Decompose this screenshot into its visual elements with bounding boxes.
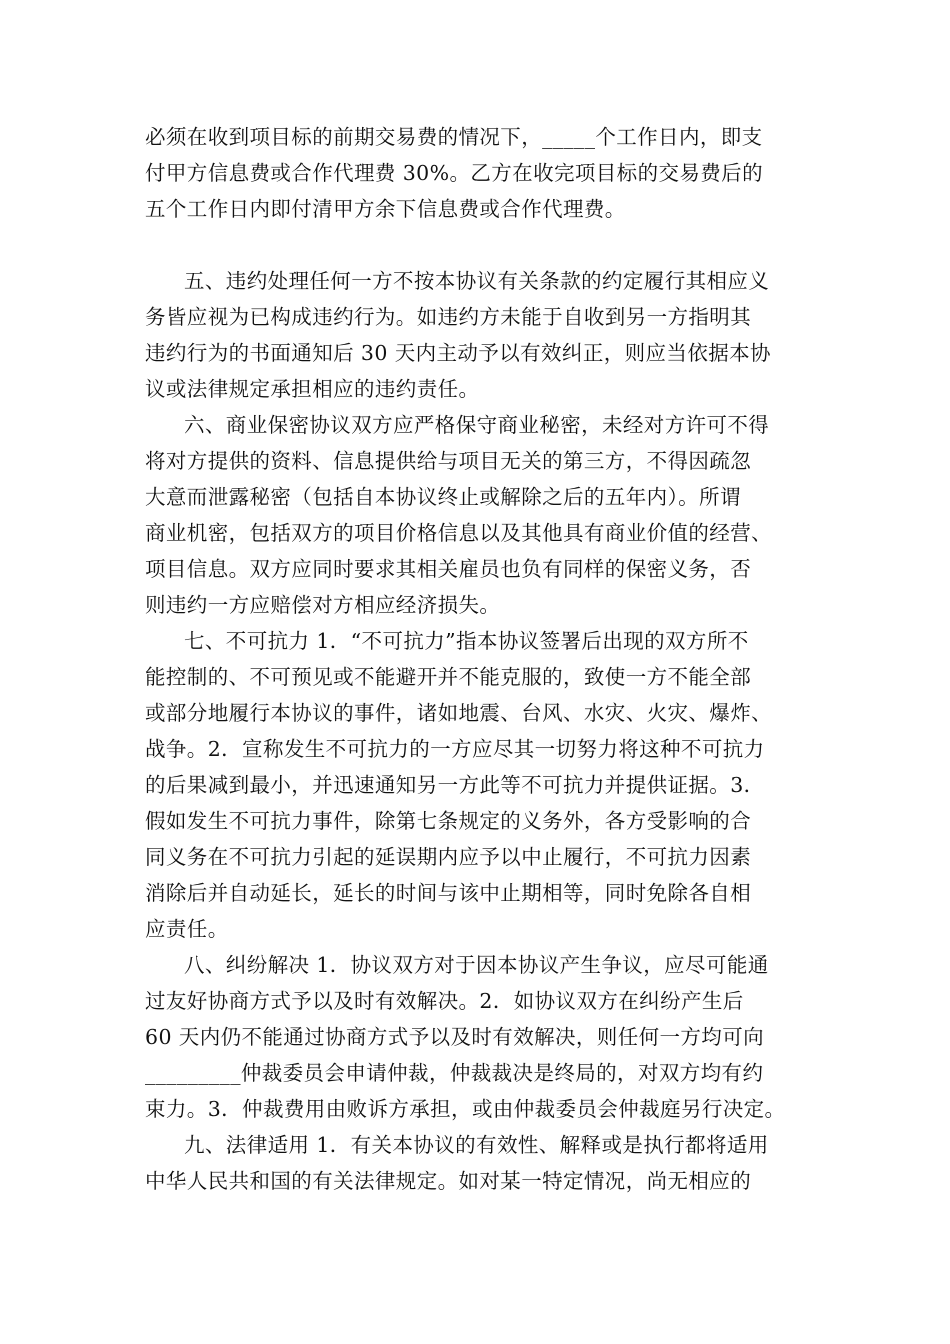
text-line: 商业机密，包括双方的项目价格信息以及其他具有商业价值的经营、	[145, 521, 772, 545]
text-line: 过友好协商方式予以及时有效解决。2．如协议双方在纠纷产生后	[145, 989, 744, 1013]
text-line: 消除后并自动延长，延长的时间与该中止期相等，同时免除各自相	[145, 881, 752, 905]
text-line: 五个工作日内即付清甲方余下信息费或合作代理费。	[145, 197, 626, 221]
text-line: 应责任。	[145, 917, 229, 941]
text-line: 假如发生不可抗力事件，除第七条规定的义务外，各方受影响的合	[145, 809, 752, 833]
text-line: 的后果减到最小，并迅速通知另一方此等不可抗力并提供证据。3．	[145, 773, 765, 797]
clause-seven-heading-line: 七、不可抗力 1．“不可抗力”指本协议签署后出现的双方所不	[184, 629, 749, 653]
text-line: 大意而泄露秘密（包括自本协议终止或解除之后的五年内）。所谓	[145, 485, 741, 509]
clause-five-heading-line: 五、违约处理任何一方不按本协议有关条款的约定履行其相应义	[184, 269, 770, 293]
text-line: 必须在收到项目标的前期交易费的情况下，_____个工作日内，即支	[145, 125, 763, 149]
text-line: 项目信息。双方应同时要求其相关雇员也负有同样的保密义务，否	[145, 557, 752, 581]
text-line: 务皆应视为已构成违约行为。如违约方未能于自收到另一方指明其	[145, 305, 752, 329]
text-line: 60 天内仍不能通过协商方式予以及时有效解决，则任何一方均可向	[145, 1025, 764, 1049]
text-line: 则违约一方应赔偿对方相应经济损失。	[145, 593, 501, 617]
text-line: 束力。3．仲裁费用由败诉方承担，或由仲裁委员会仲裁庭另行决定。	[145, 1097, 786, 1121]
text-line: _________仲裁委员会申请仲裁，仲裁裁决是终局的，对双方均有约	[145, 1061, 764, 1085]
text-line: 同义务在不可抗力引起的延误期内应予以中止履行，不可抗力因素	[145, 845, 752, 869]
text-line: 中华人民共和国的有关法律规定。如对某一特定情况，尚无相应的	[145, 1169, 752, 1193]
clause-eight-heading-line: 八、纠纷解决 1．协议双方对于因本协议产生争议，应尽可能通	[184, 953, 769, 977]
text-line: 战争。2．宣称发生不可抗力的一方应尽其一切努力将这种不可抗力	[145, 737, 765, 761]
text-line: 违约行为的书面通知后 30 天内主动予以有效纠正，则应当依据本协	[145, 341, 771, 365]
text-line: 或部分地履行本协议的事件，诸如地震、台风、水灾、火灾、爆炸、	[145, 701, 772, 725]
text-line: 能控制的、不可预见或不能避开并不能克服的，致使一方不能全部	[145, 665, 752, 689]
text-line: 将对方提供的资料、信息提供给与项目无关的第三方，不得因疏忽	[145, 449, 752, 473]
clause-nine-heading-line: 九、法律适用 1．有关本协议的有效性、解释或是执行都将适用	[184, 1133, 769, 1157]
text-line: 付甲方信息费或合作代理费 30%。乙方在收完项目标的交易费后的	[145, 161, 763, 185]
clause-six-heading-line: 六、商业保密协议双方应严格保守商业秘密，未经对方许可不得	[184, 413, 770, 437]
text-line: 议或法律规定承担相应的违约责任。	[145, 377, 480, 401]
